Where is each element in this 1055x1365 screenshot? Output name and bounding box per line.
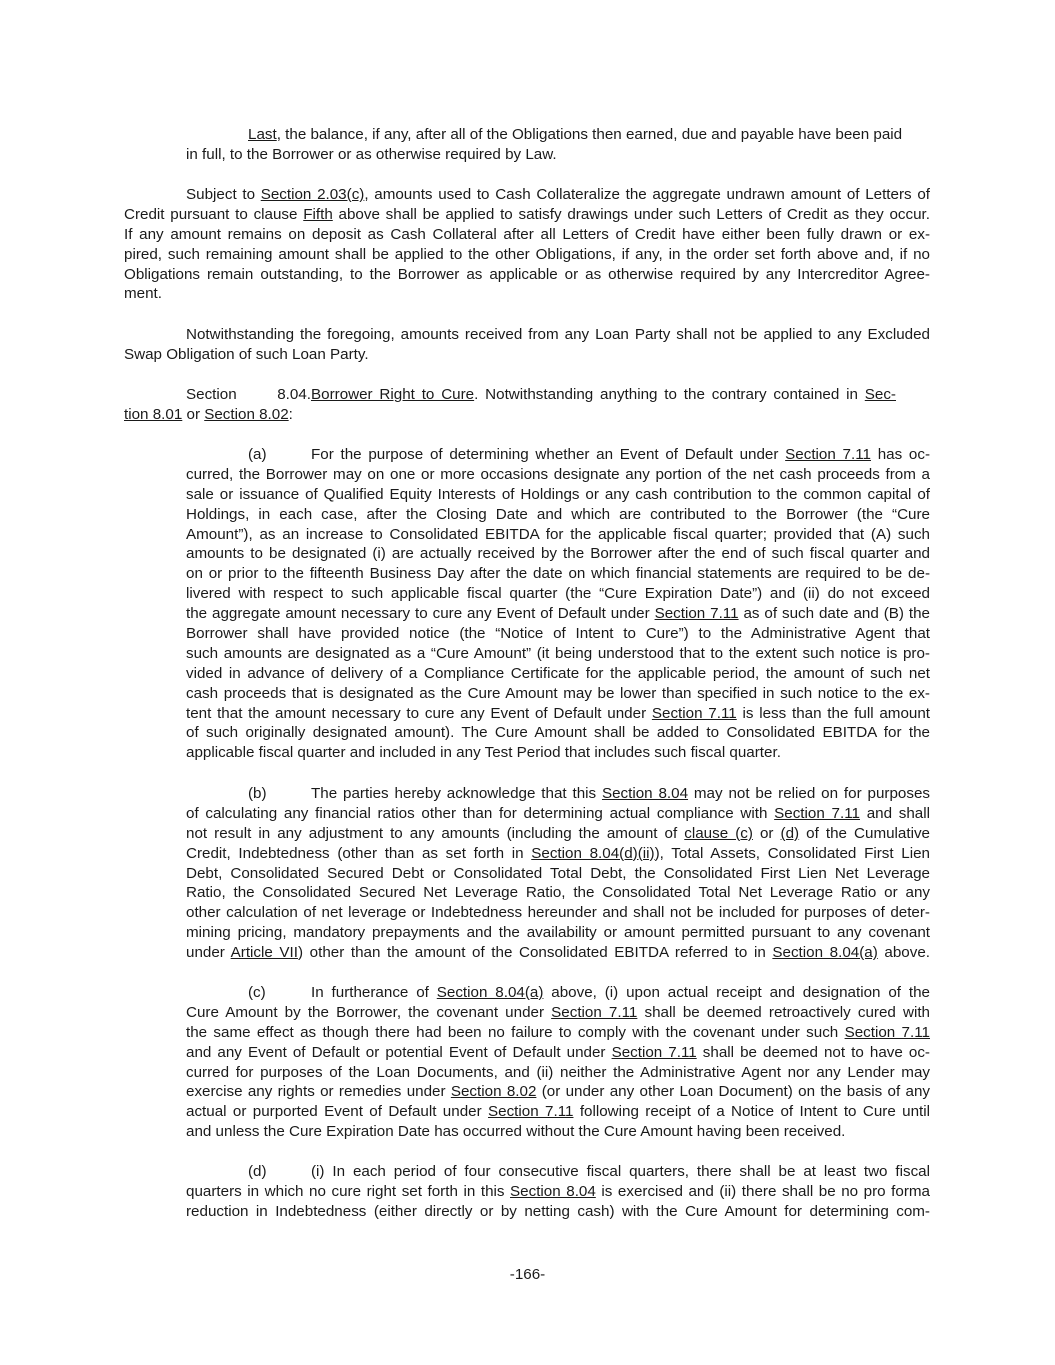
paragraph-d: (d) (i) In each period of four consecutive fiscal quarters, there shall be at least two fiscal quarters in which no cure right set forth in this Section 8.04 is exercised and (ii) there shall be no pro forma reduction in Indebtedness (either directly or by netting cash) with the Cure Amount for determining com- xyxy=(186,1163,930,1220)
section-number: Section 8.04. xyxy=(186,386,311,403)
marker-c: (c) xyxy=(248,984,266,1001)
marker-d: (d) xyxy=(248,1163,267,1180)
label-last: Last xyxy=(248,126,277,143)
marker-a: (a) xyxy=(248,446,267,463)
paragraph-last: Last, the balance, if any, after all of the Obligations then earned, due and payable have been paid in full, to the Borrower or as otherwise required by Law. xyxy=(186,126,903,163)
paragraph-b: (b) The parties hereby acknowledge that this Section 8.04 may not be relied on for purposes of calculating any financial ratios other than for determining actual compliance with Section 7.11 and shall not result in any adjustment to any amounts (including the amount of clause (c) or (d) of the Cumulative Credit, Indebtedness (other than as set forth in Section 8.04(d)(ii)), Total Assets, Consolidated First Lien Debt, Consolidated Secured Debt or Consolidated Total Debt, the Consolidated First Lien Net Leverage Ratio, the Consolidated Secured Net Leverage Ratio, the Consolidated Total Net Leverage Ratio or any other calculation of net leverage or Indebtedness hereunder and shall not be included for purposes of deter- mining pricing, mandatory prepayments and the availability or amount permitted pursuant to any covenant under Article VII) other than the amount of the Consolidated EBITDA referred to in Section 8.04(a) above. xyxy=(186,785,931,962)
ref-fifth: Fifth xyxy=(303,205,333,223)
ref-section-8-02: Section 8.02 xyxy=(204,405,289,423)
paragraph-c: (c) In furtherance of Section 8.04(a) above, (i) upon actual receipt and designation of the Cure Amount by the Borrower, the covenant under Section 7.11 shall be deemed retroactively cured with the same effect as though there had been no failure to comply with the covenant under such Section 7.11 and any Event of Default or potential Event of Default under Section 7.11 shall be deemed not to have oc- curred for purposes of the Loan Documents, and (ii) neither the Administrative Agent nor any Lender may exercise any rights or remedies under Section 8.02 (or under any other Loan Document) on the basis of any actual or purported Event of Default under Section 7.11 following receipt of a Notice of Intent to Cure until and unless the Cure Expiration Date has occurred without the Cure Amount having been received. xyxy=(186,984,931,1141)
ref-section-8-01: tion 8.01 xyxy=(124,405,183,423)
paragraph-notwithstanding: Notwithstanding the foregoing, amounts received from any Loan Party shall not be applied to any Excluded Swap Obligation of such Loan Party. xyxy=(124,326,930,363)
paragraph-subject-to: Subject to Section 2.03(c), amounts used to Cash Collateralize the aggregate undrawn amount of Letters of Credit pursuant to clause Fifth above shall be applied to satisfy drawings under such Letters of Credit as they occur. If any amount remains on deposit as Cash Collateral after all Letters of Credit have either been fully drawn or ex- pired, such remaining amount shall be applied to the other Obligations, if any, in the order set forth above and, if no Obligations remain outstanding, to the Borrower as applicable or as otherwise required by any Intercreditor Agree- ment. xyxy=(124,186,930,303)
page-number: -166- xyxy=(509,1266,546,1283)
ref-section-2-03c: Section 2.03(c) xyxy=(260,186,365,203)
section-title: Borrower Right to Cure xyxy=(311,386,475,403)
marker-b: (b) xyxy=(248,785,267,802)
section-8-04-heading: Section 8.04.Borrower Right to Cure. Notwithstanding anything to the contrary contained in Sec- tion 8.01 or Section 8.02: xyxy=(124,386,896,423)
paragraph-a: (a) For the purpose of determining whether an Event of Default under Section 7.11 has oc- curred, the Borrower may on one or more occasions designate any portion of the net cash proceeds from a sale or issuance of Qualified Equity Interests of Holdings or any cash contribution to the common capital of Holdings, in each case, after the Closing Date and which are contributed to the Borrower (the “Cure Amount”), as an increase to Consolidated EBITDA for the applicable fiscal quarter; provided that (A) such amounts to be designated (i) are actually received by the Borrower after the end of such fiscal quarter and on or prior to the fifteenth Business Day after the date on which financial statements are required to be de- livered with respect to such applicable fiscal quarter (the “Cure Expiration Date”) and (ii) do not exceed the aggregate amount necessary to cure any Event of Default under Section 7.11 as of such date and (B) the Borrower shall have provided notice (the “Notice of Intent to Cure”) to the Administrative Agent that such amounts are designated as a “Cure Amount” (it being understood that to the extent such notice is pro- vided in advance of delivery of a Compliance Certificate for the applicable period, the amount of such net cash proceeds that is designated as the Cure Amount may be lower than specified in such notice to the ex- tent that the amount necessary to cure any Event of Default under Section 7.11 is less than the full amount of such originally designated amount). The Cure Amount shall be added to Consolidated EBITDA for the applicable fiscal quarter and included in any Test Period that includes such fiscal quarter. xyxy=(186,446,931,762)
